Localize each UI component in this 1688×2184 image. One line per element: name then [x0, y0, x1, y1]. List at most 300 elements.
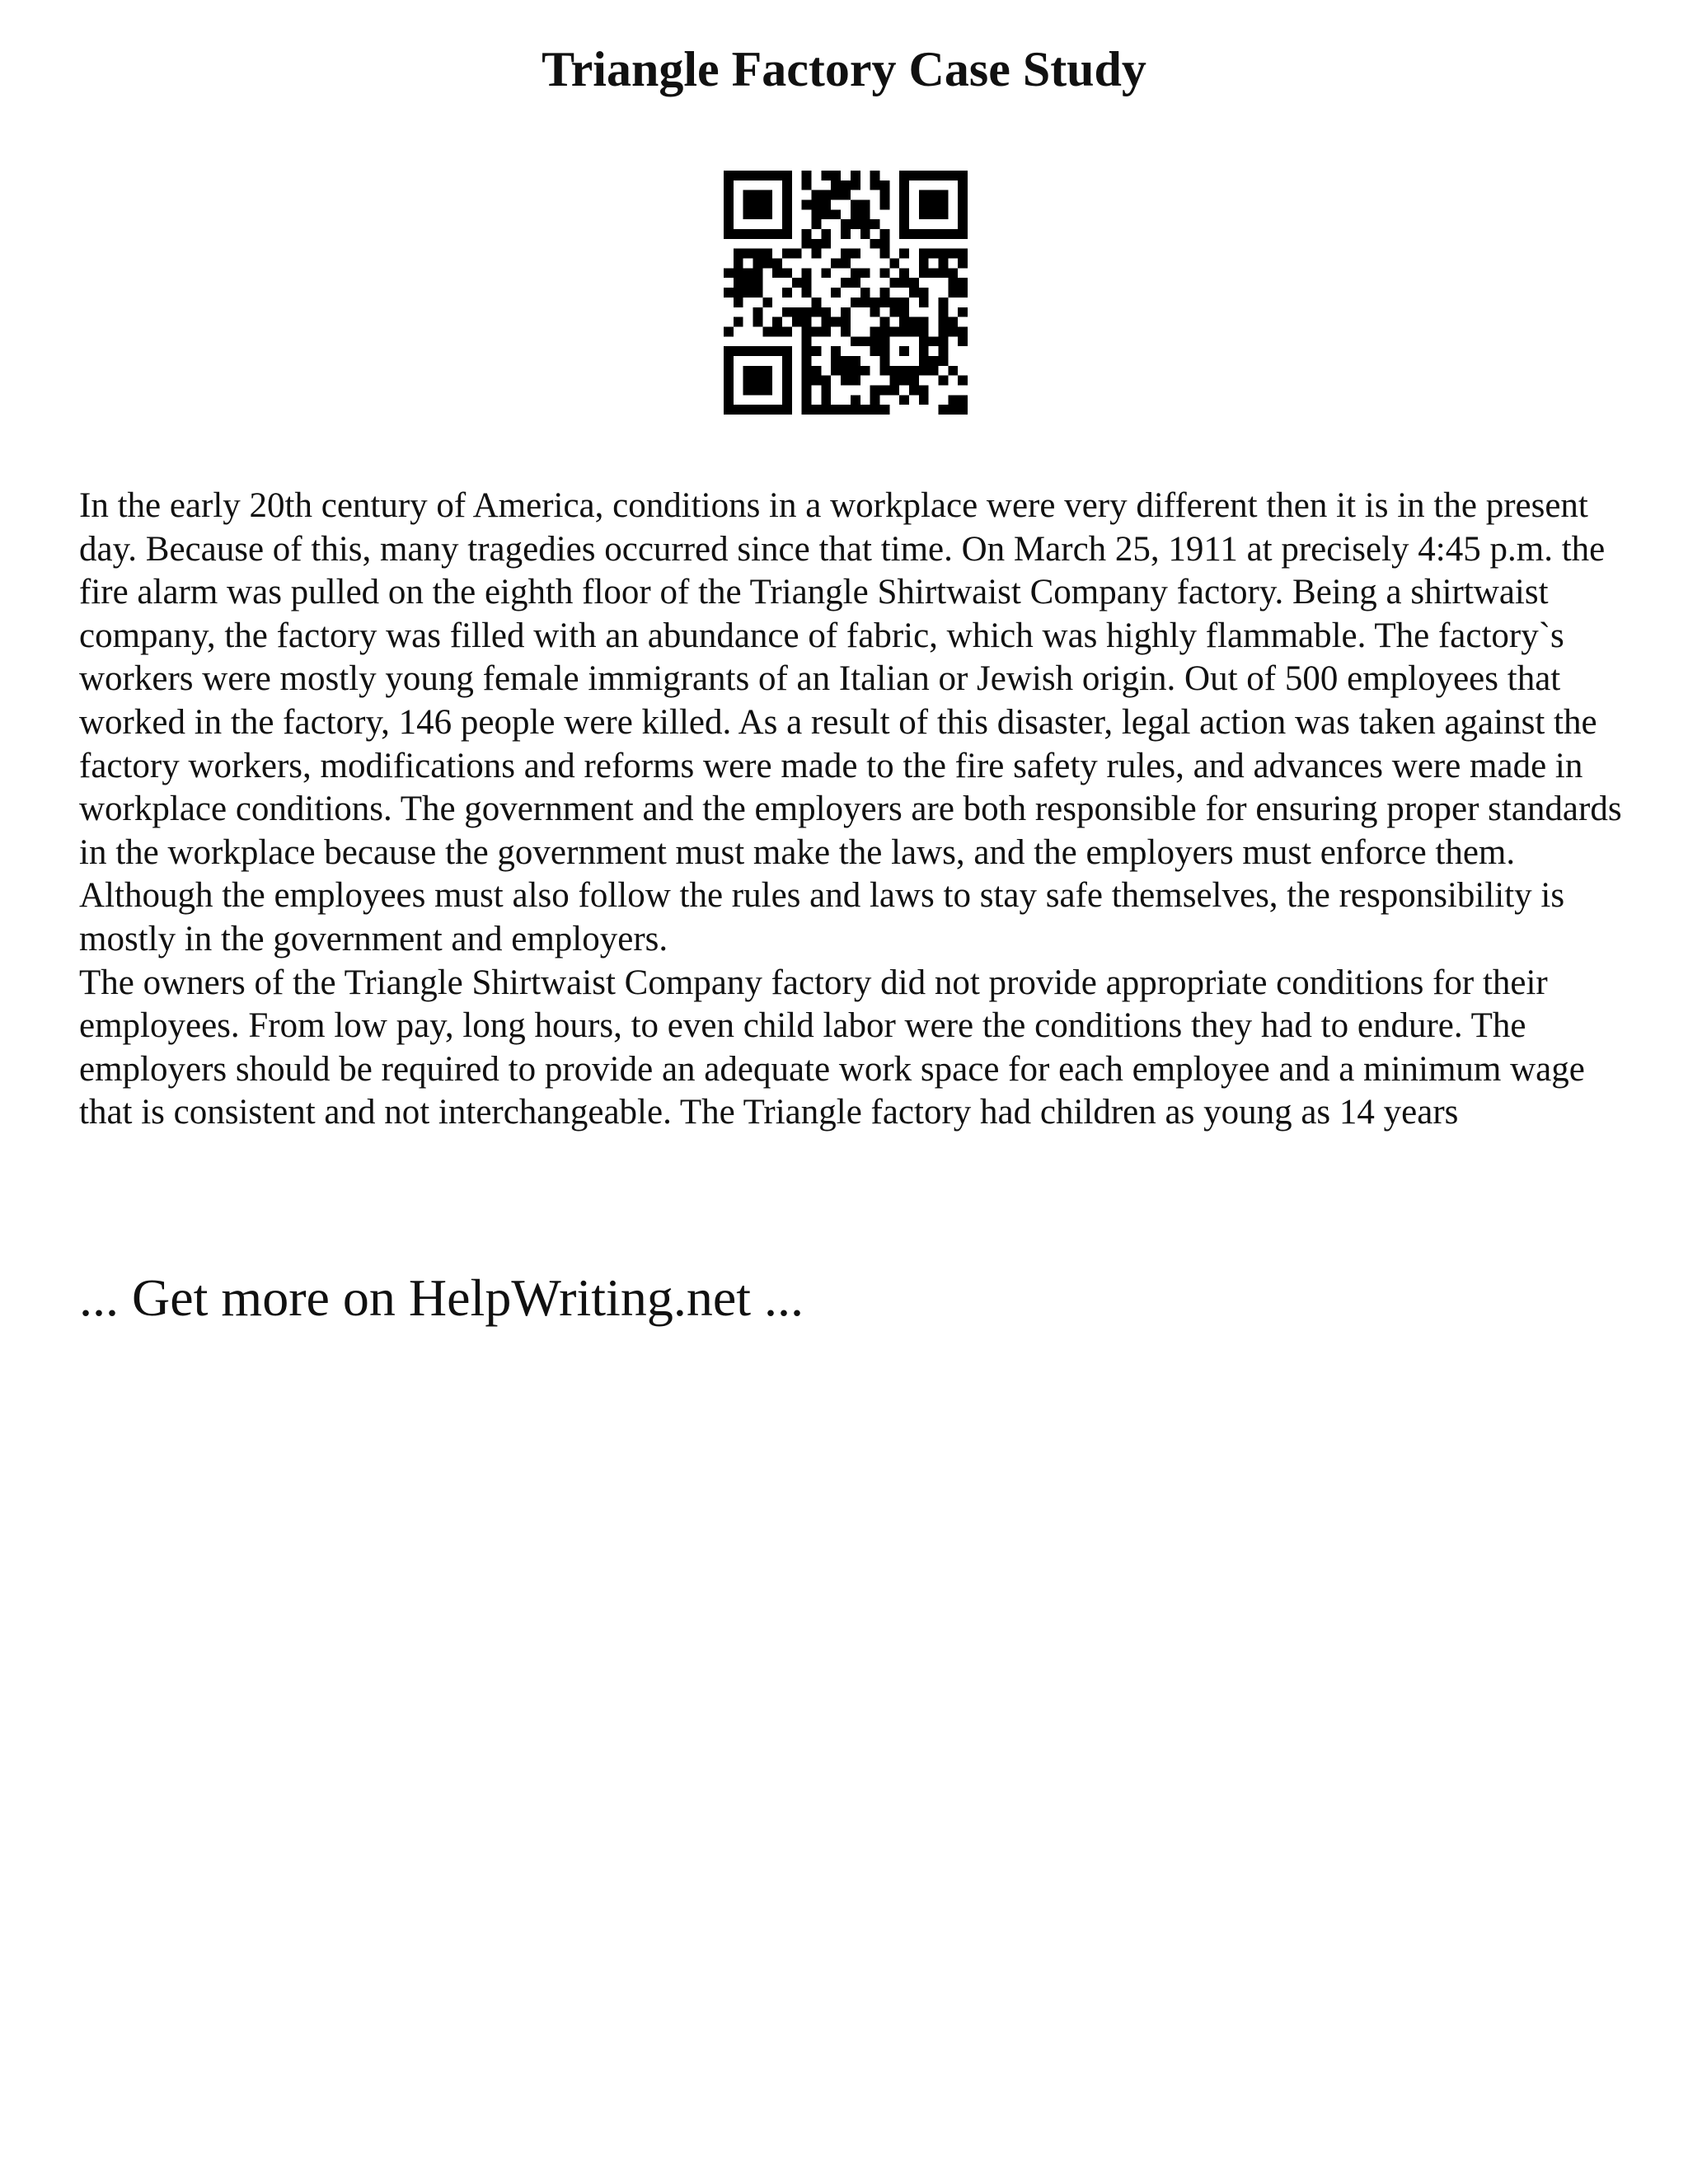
qr-module — [919, 171, 929, 180]
qr-module — [782, 209, 792, 219]
qr-module — [879, 366, 889, 376]
qr-module — [762, 405, 772, 415]
qr-module — [948, 366, 958, 376]
qr-module — [948, 395, 958, 405]
qr-module — [958, 219, 968, 229]
qr-module — [812, 346, 822, 356]
qr-module — [782, 405, 792, 415]
qr-module — [743, 229, 753, 239]
qr-module — [743, 346, 753, 356]
qr-module — [812, 249, 822, 259]
qr-module — [753, 376, 763, 386]
qr-module — [772, 171, 782, 180]
qr-module — [870, 219, 880, 229]
qr-module — [724, 395, 734, 405]
qr-module — [919, 229, 929, 239]
qr-module — [782, 268, 792, 278]
qr-module — [782, 171, 792, 180]
qr-module — [724, 356, 734, 366]
qr-module — [879, 268, 889, 278]
qr-module — [734, 346, 743, 356]
qr-module — [909, 385, 919, 395]
qr-module — [860, 219, 870, 229]
qr-module — [724, 229, 734, 239]
qr-module — [762, 385, 772, 395]
qr-module — [762, 249, 772, 259]
qr-module — [753, 405, 763, 415]
qr-module — [831, 190, 841, 200]
qr-module — [792, 307, 802, 317]
qr-module — [870, 346, 880, 356]
qr-module — [802, 239, 812, 249]
qr-module — [860, 200, 870, 210]
qr-module — [870, 336, 880, 346]
qr-module — [841, 190, 851, 200]
qr-module — [929, 336, 939, 346]
qr-module — [762, 366, 772, 376]
qr-module — [958, 171, 968, 180]
qr-module — [860, 209, 870, 219]
qr-module — [841, 249, 851, 259]
qr-module — [734, 288, 743, 298]
qr-module — [724, 200, 734, 210]
qr-module — [889, 278, 899, 288]
qr-module — [958, 249, 968, 259]
get-more-link[interactable]: ... Get more on HelpWriting.net ... — [79, 1268, 804, 1327]
qr-module — [889, 376, 899, 386]
qr-module — [958, 190, 968, 200]
qr-module — [889, 307, 899, 317]
qr-module — [831, 346, 841, 356]
qr-module — [743, 366, 753, 376]
qr-module — [860, 336, 870, 346]
qr-module — [929, 268, 939, 278]
qr-module — [802, 229, 812, 239]
qr-module — [802, 395, 812, 405]
qr-module — [821, 326, 831, 336]
qr-module — [831, 356, 841, 366]
qr-module — [879, 346, 889, 356]
qr-module — [762, 326, 772, 336]
qr-module — [870, 326, 880, 336]
qr-module — [929, 229, 939, 239]
qr-module — [802, 376, 812, 386]
qr-module — [724, 180, 734, 190]
qr-module — [831, 180, 841, 190]
qr-module — [782, 180, 792, 190]
qr-module — [802, 278, 812, 288]
qr-module — [889, 366, 899, 376]
qr-module — [753, 366, 763, 376]
qr-module — [958, 229, 968, 239]
qr-module — [743, 405, 753, 415]
qr-module — [879, 180, 889, 190]
qr-module — [919, 288, 929, 298]
qr-module — [743, 376, 753, 386]
qr-module — [879, 405, 889, 415]
qr-module — [724, 346, 734, 356]
qr-module — [753, 288, 763, 298]
qr-module — [724, 219, 734, 229]
qr-module — [899, 180, 909, 190]
qr-module — [899, 278, 909, 288]
qr-module — [938, 200, 948, 210]
qr-module — [821, 395, 831, 405]
qr-module — [909, 278, 919, 288]
qr-module — [860, 405, 870, 415]
qr-module — [860, 366, 870, 376]
qr-module — [831, 209, 841, 219]
qr-module — [919, 366, 929, 376]
qr-module — [792, 317, 802, 327]
qr-module — [879, 288, 889, 298]
qr-module — [782, 307, 792, 317]
qr-module — [919, 249, 929, 259]
qr-module — [929, 249, 939, 259]
qr-module — [772, 229, 782, 239]
qr-module — [958, 209, 968, 219]
qr-module — [851, 298, 860, 307]
qr-module — [889, 326, 899, 336]
paragraph-2: The owners of the Triangle Shirtwaist Company factory did not provide appropriate conditions for their employees. From low pay, long hours, to even child labor were the conditions they had to endure. The employers should be required to provide an adequate work space for each employee and a minimum wage that is consistent and not interchangeable. The Triangle factory had children as young as 14 years — [79, 963, 1585, 1132]
qr-module — [889, 298, 899, 307]
qr-module — [860, 298, 870, 307]
qr-module — [743, 385, 753, 395]
qr-module — [919, 326, 929, 336]
qr-module — [909, 366, 919, 376]
qr-module — [879, 385, 889, 395]
qr-module — [802, 356, 812, 366]
qr-module — [909, 288, 919, 298]
qr-module — [938, 356, 948, 366]
qr-module — [762, 259, 772, 269]
qr-module — [802, 171, 812, 180]
qr-module — [938, 171, 948, 180]
qr-module — [821, 171, 831, 180]
qr-module — [734, 278, 743, 288]
qr-module — [938, 259, 948, 269]
qr-module — [802, 385, 812, 395]
qr-module — [821, 376, 831, 386]
document-title: Triangle Factory Case Study — [542, 42, 1146, 96]
qr-module — [821, 239, 831, 249]
qr-module — [841, 317, 851, 327]
qr-module — [958, 336, 968, 346]
qr-module — [753, 249, 763, 259]
qr-module — [762, 346, 772, 356]
qr-module — [909, 326, 919, 336]
qr-module — [802, 268, 812, 278]
qr-module — [958, 288, 968, 298]
qr-module — [899, 209, 909, 219]
qr-module — [724, 171, 734, 180]
qr-module — [948, 405, 958, 415]
qr-module — [879, 336, 889, 346]
qr-module — [899, 268, 909, 278]
qr-module — [938, 298, 948, 307]
qr-module — [762, 298, 772, 307]
qr-module — [734, 268, 743, 278]
qr-module — [919, 200, 929, 210]
qr-module — [802, 336, 812, 346]
qr-module — [734, 171, 743, 180]
qr-module — [870, 180, 880, 190]
qr-module — [899, 229, 909, 239]
qr-module — [899, 366, 909, 376]
qr-module — [772, 326, 782, 336]
qr-module — [899, 200, 909, 210]
qr-module — [831, 171, 841, 180]
qr-module — [919, 346, 929, 356]
qr-module — [841, 180, 851, 190]
qr-code-graphic — [724, 171, 968, 415]
qr-module — [724, 209, 734, 219]
qr-module — [889, 385, 899, 395]
qr-module — [724, 326, 734, 336]
qr-module — [821, 190, 831, 200]
qr-module — [879, 317, 889, 327]
qr-module — [958, 307, 968, 317]
qr-module — [821, 200, 831, 210]
qr-module — [851, 209, 860, 219]
qr-module — [870, 307, 880, 317]
qr-module — [929, 200, 939, 210]
qr-module — [948, 171, 958, 180]
qr-module — [938, 209, 948, 219]
qr-module — [782, 200, 792, 210]
qr-module — [958, 376, 968, 386]
qr-module — [812, 298, 822, 307]
qr-module — [772, 346, 782, 356]
qr-module — [929, 209, 939, 219]
qr-module — [734, 298, 743, 307]
qr-module — [938, 249, 948, 259]
qr-module — [782, 219, 792, 229]
qr-module — [851, 336, 860, 346]
qr-module — [929, 356, 939, 366]
qr-module — [948, 268, 958, 278]
qr-module — [753, 209, 763, 219]
qr-module — [851, 200, 860, 210]
qr-module — [879, 298, 889, 307]
qr-module — [851, 268, 860, 278]
qr-module — [938, 336, 948, 346]
qr-module — [772, 317, 782, 327]
qr-module — [909, 229, 919, 239]
qr-module — [821, 229, 831, 239]
qr-module — [841, 326, 851, 336]
qr-module — [782, 366, 792, 376]
qr-module — [870, 385, 880, 395]
qr-module — [899, 395, 909, 405]
qr-module — [753, 317, 763, 327]
qr-module — [724, 405, 734, 415]
qr-module — [889, 259, 899, 269]
qr-module — [753, 229, 763, 239]
qr-module — [831, 405, 841, 415]
qr-module — [860, 268, 870, 278]
qr-module — [938, 405, 948, 415]
qr-module — [831, 317, 841, 327]
qr-module — [948, 326, 958, 336]
qr-module — [772, 405, 782, 415]
qr-module — [802, 317, 812, 327]
qr-module — [772, 259, 782, 269]
qr-module — [792, 278, 802, 288]
qr-module — [870, 171, 880, 180]
qr-module — [841, 376, 851, 386]
qr-module — [870, 239, 880, 249]
qr-module — [899, 298, 909, 307]
qr-module — [879, 249, 889, 259]
article-body — [79, 485, 1629, 1135]
qr-module — [734, 229, 743, 239]
qr-module — [851, 180, 860, 190]
qr-module — [812, 200, 822, 210]
qr-module — [802, 346, 812, 356]
qr-module — [802, 288, 812, 298]
qr-module — [841, 366, 851, 376]
qr-module — [938, 229, 948, 239]
qr-module — [899, 190, 909, 200]
qr-module — [919, 336, 929, 346]
qr-module — [753, 278, 763, 288]
qr-module — [724, 385, 734, 395]
qr-module — [841, 405, 851, 415]
qr-module — [938, 326, 948, 336]
qr-module — [919, 356, 929, 366]
qr-module — [724, 268, 734, 278]
qr-module — [762, 171, 772, 180]
qr-code-icon[interactable] — [724, 171, 968, 415]
qr-module — [948, 278, 958, 288]
qr-module — [851, 171, 860, 180]
qr-module — [938, 317, 948, 327]
qr-module — [753, 171, 763, 180]
qr-module — [821, 405, 831, 415]
qr-module — [753, 190, 763, 200]
qr-module — [938, 376, 948, 386]
qr-module — [812, 190, 822, 200]
qr-module — [753, 346, 763, 356]
qr-module — [841, 259, 851, 269]
qr-module — [821, 268, 831, 278]
qr-module — [919, 209, 929, 219]
qr-module — [724, 366, 734, 376]
qr-module — [851, 278, 860, 288]
qr-module — [899, 219, 909, 229]
qr-module — [812, 307, 822, 317]
qr-module — [743, 209, 753, 219]
qr-module — [899, 249, 909, 259]
qr-module — [919, 298, 929, 307]
qr-module — [724, 288, 734, 298]
qr-module — [948, 229, 958, 239]
qr-module — [919, 259, 929, 269]
qr-module — [753, 200, 763, 210]
qr-module — [762, 229, 772, 239]
qr-module — [782, 356, 792, 366]
qr-module — [899, 307, 909, 317]
qr-module — [782, 288, 792, 298]
qr-module — [841, 219, 851, 229]
qr-module — [958, 259, 968, 269]
qr-module — [743, 190, 753, 200]
qr-module — [743, 268, 753, 278]
qr-module — [782, 229, 792, 239]
qr-module — [831, 366, 841, 376]
qr-module — [724, 376, 734, 386]
qr-module — [762, 209, 772, 219]
qr-module — [821, 307, 831, 317]
qr-module — [879, 200, 889, 210]
qr-module — [948, 288, 958, 298]
qr-module — [860, 229, 870, 239]
qr-module — [753, 268, 763, 278]
qr-module — [812, 209, 822, 219]
qr-module — [851, 356, 860, 366]
qr-module — [782, 326, 792, 336]
qr-module — [782, 385, 792, 395]
qr-module — [762, 376, 772, 386]
qr-module — [851, 366, 860, 376]
qr-module — [860, 288, 870, 298]
qr-module — [899, 346, 909, 356]
qr-module — [938, 307, 948, 317]
qr-module — [762, 200, 772, 210]
qr-module — [841, 356, 851, 366]
qr-module — [958, 180, 968, 190]
qr-module — [812, 366, 822, 376]
qr-module — [929, 190, 939, 200]
qr-module — [782, 249, 792, 259]
qr-module — [948, 249, 958, 259]
qr-module — [743, 171, 753, 180]
qr-module — [899, 171, 909, 180]
qr-module — [879, 190, 889, 200]
qr-module — [812, 219, 822, 229]
qr-module — [919, 395, 929, 405]
qr-module — [782, 395, 792, 405]
qr-module — [958, 395, 968, 405]
qr-module — [899, 376, 909, 386]
qr-module — [734, 249, 743, 259]
qr-module — [792, 249, 802, 259]
qr-module — [938, 268, 948, 278]
qr-module — [870, 298, 880, 307]
qr-module — [919, 190, 929, 200]
qr-module — [958, 278, 968, 288]
qr-module — [851, 395, 860, 405]
qr-module — [734, 405, 743, 415]
qr-module — [879, 326, 889, 336]
qr-module — [899, 317, 909, 327]
qr-module — [870, 395, 880, 405]
qr-module — [753, 259, 763, 269]
qr-module — [929, 171, 939, 180]
qr-module — [802, 180, 812, 190]
qr-module — [802, 405, 812, 415]
qr-module — [851, 219, 860, 229]
qr-module — [958, 405, 968, 415]
qr-module — [831, 259, 841, 269]
qr-module — [879, 356, 889, 366]
qr-module — [870, 405, 880, 415]
qr-module — [762, 190, 772, 200]
qr-module — [899, 326, 909, 336]
qr-module — [802, 366, 812, 376]
qr-module — [772, 268, 782, 278]
